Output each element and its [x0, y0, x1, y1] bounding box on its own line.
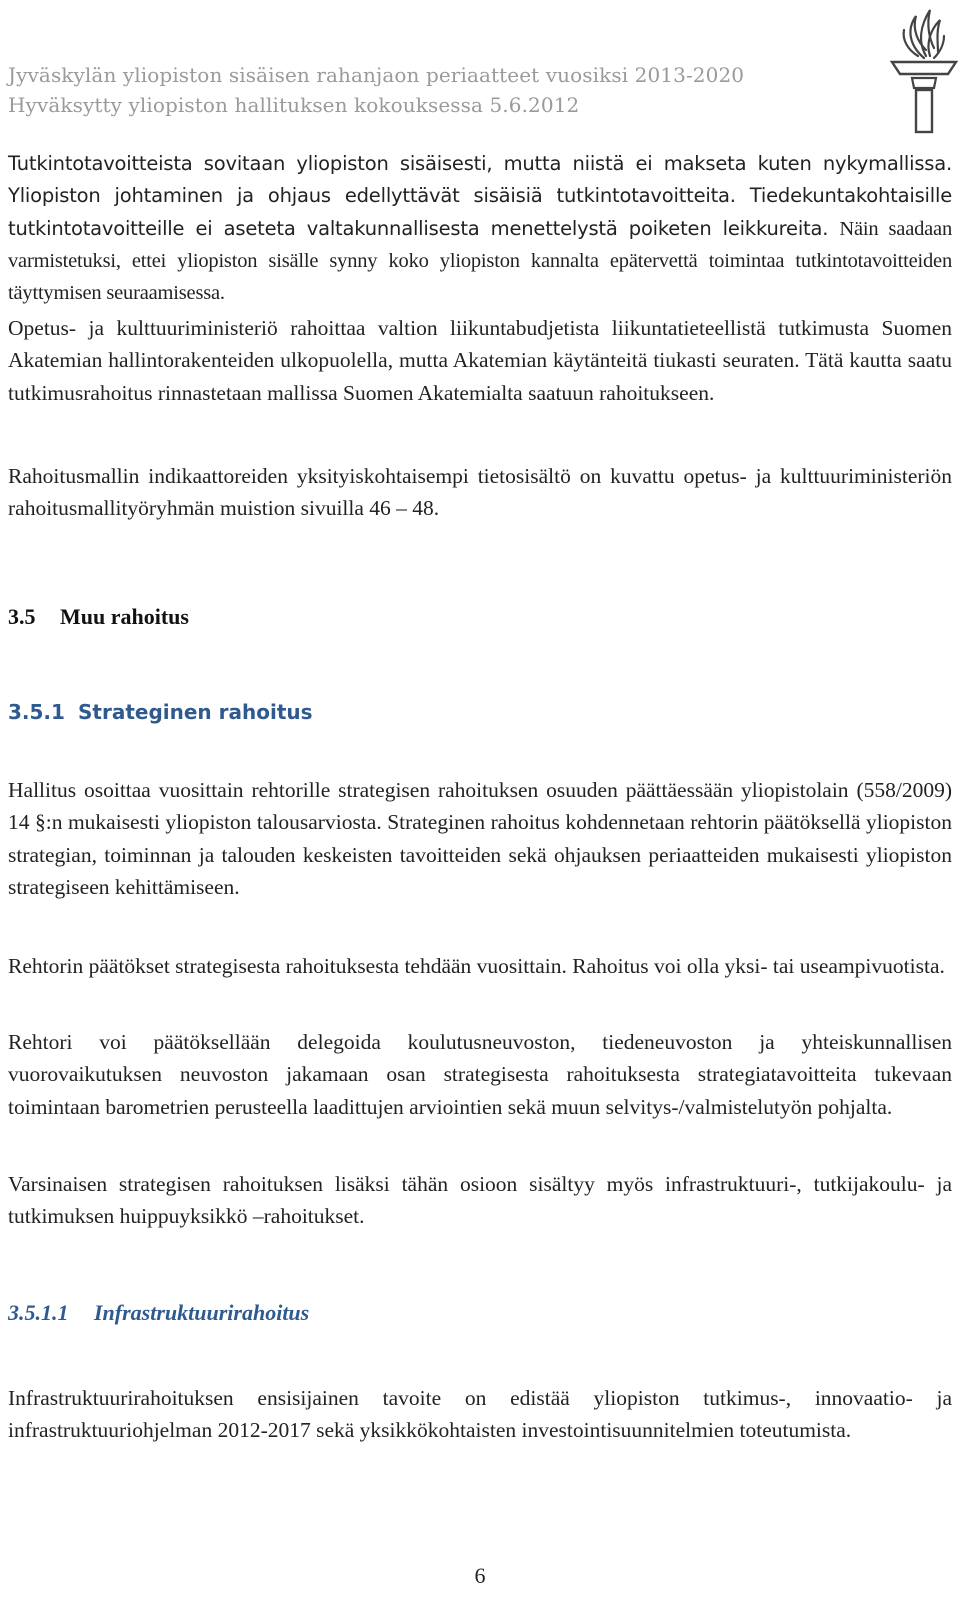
- torch-logo-icon: [888, 0, 960, 138]
- paragraph-indicators: Rahoitusmallin indikaattoreiden yksityiskohtaisempi tietosisältö on kuvattu opetus- ja kulttuuriministeriön rahoitusmallityöryhmän muistion sivuilla 46 – 48.: [8, 464, 952, 521]
- paragraph-degree-targets: [8, 148, 952, 309]
- heading-3-5-1: [8, 700, 313, 724]
- paragraph-rector-decisions: Rehtorin päätökset strategisesta rahoituksesta tehdään vuosittain. Rahoitus voi olla yksi- tai useampivuotista.: [8, 954, 945, 978]
- paragraph-sports-research: Opetus- ja kulttuuriministeriö rahoittaa valtion liikuntabudjetista liikuntatieteellistä tutkimusta Suomen Akatemian hallintorakenteiden ulkopuolella, mutta Akatemian käytänteitä tiukasti seuraten. Tätä kautta saatu tutkimusrahoitus rinnastetaan mallissa Suomen Akatemialta saatuun rahoitukseen.: [8, 316, 952, 405]
- running-header: [8, 60, 744, 120]
- heading-3-5-1-1-title: Infrastruktuurirahoitus: [94, 1300, 310, 1325]
- paragraph-delegation: Rehtori voi päätöksellään delegoida koulutusneuvoston, tiedeneuvoston ja yhteiskunnallisen vuorovaikutuksen neuvoston jakamaan osan strategisesta rahoituksesta strategiatavoitteita tukevaan toimintaan barometrien perusteella laadittujen arviointien sekä muun selvitys-/valmistelutyön pohjalta.: [8, 1030, 952, 1119]
- heading-3-5-number: 3.5: [8, 604, 36, 629]
- header-title: Jyväskylän yliopiston sisäisen rahanjaon periaatteet vuosiksi 2013-2020: [8, 63, 745, 87]
- paragraph-degree-targets-text: Tutkintotavoitteista sovitaan yliopiston sisäisesti, mutta niistä ei makseta kuten nykymallissa. Yliopiston johtaminen ja ohjaus edellyttävät sisäisiä tutkintotavoitteita. Tiedekuntakohtaisille tutkintotavoitteille ei aseteta valtakunnallisesta menettelystä poiketen leikkureita.: [8, 152, 952, 240]
- paragraph-strategic-funding: Hallitus osoittaa vuosittain rehtorille strategisen rahoituksen osuuden päättäessään yliopistolain (558/2009) 14 §:n mukaisesti yliopiston talousarviosta. Strateginen rahoitus kohdennetaan rehtorin päätöksellä yliopiston strategian, toiminnan ja talouden keskeisten tavoitteiden sekä ohjauksen periaatteiden mukaisesti yliopiston strategiseen kehittämiseen.: [8, 778, 952, 899]
- paragraph-degree-targets-text-2: Näin saadaan varmistetuksi, ettei yliopiston sisälle synny koko yliopiston kannalta epätervettä toimintaa tutkintotavoitteiden täyttymisen seuraamisessa.: [8, 217, 952, 305]
- heading-3-5: [8, 604, 189, 630]
- heading-3-5-title: Muu rahoitus: [60, 604, 189, 629]
- heading-3-5-1-number: 3.5.1: [8, 700, 65, 724]
- heading-3-5-1-1-number: 3.5.1.1: [8, 1300, 69, 1325]
- paragraph-infrastructure: Infrastruktuurirahoituksen ensisijainen tavoite on edistää yliopiston tutkimus-, innovaatio- ja infrastruktuuriohjelman 2012-2017 sekä yksikkökohtaisten investointisuunnitelmien toteutumista.: [8, 1386, 952, 1443]
- page-number: 6: [474, 1563, 486, 1588]
- paragraph-additional-funding: Varsinaisen strategisen rahoituksen lisäksi tähän osioon sisältyy myös infrastruktuuri-, tutkijakoulu- ja tutkimuksen huippuyksikkö –rahoitukset.: [8, 1172, 952, 1229]
- heading-3-5-1-title: Strateginen rahoitus: [78, 700, 313, 724]
- header-subtitle: Hyväksytty yliopiston hallituksen kokouksessa 5.6.2012: [8, 93, 580, 117]
- heading-3-5-1-1: [8, 1300, 309, 1326]
